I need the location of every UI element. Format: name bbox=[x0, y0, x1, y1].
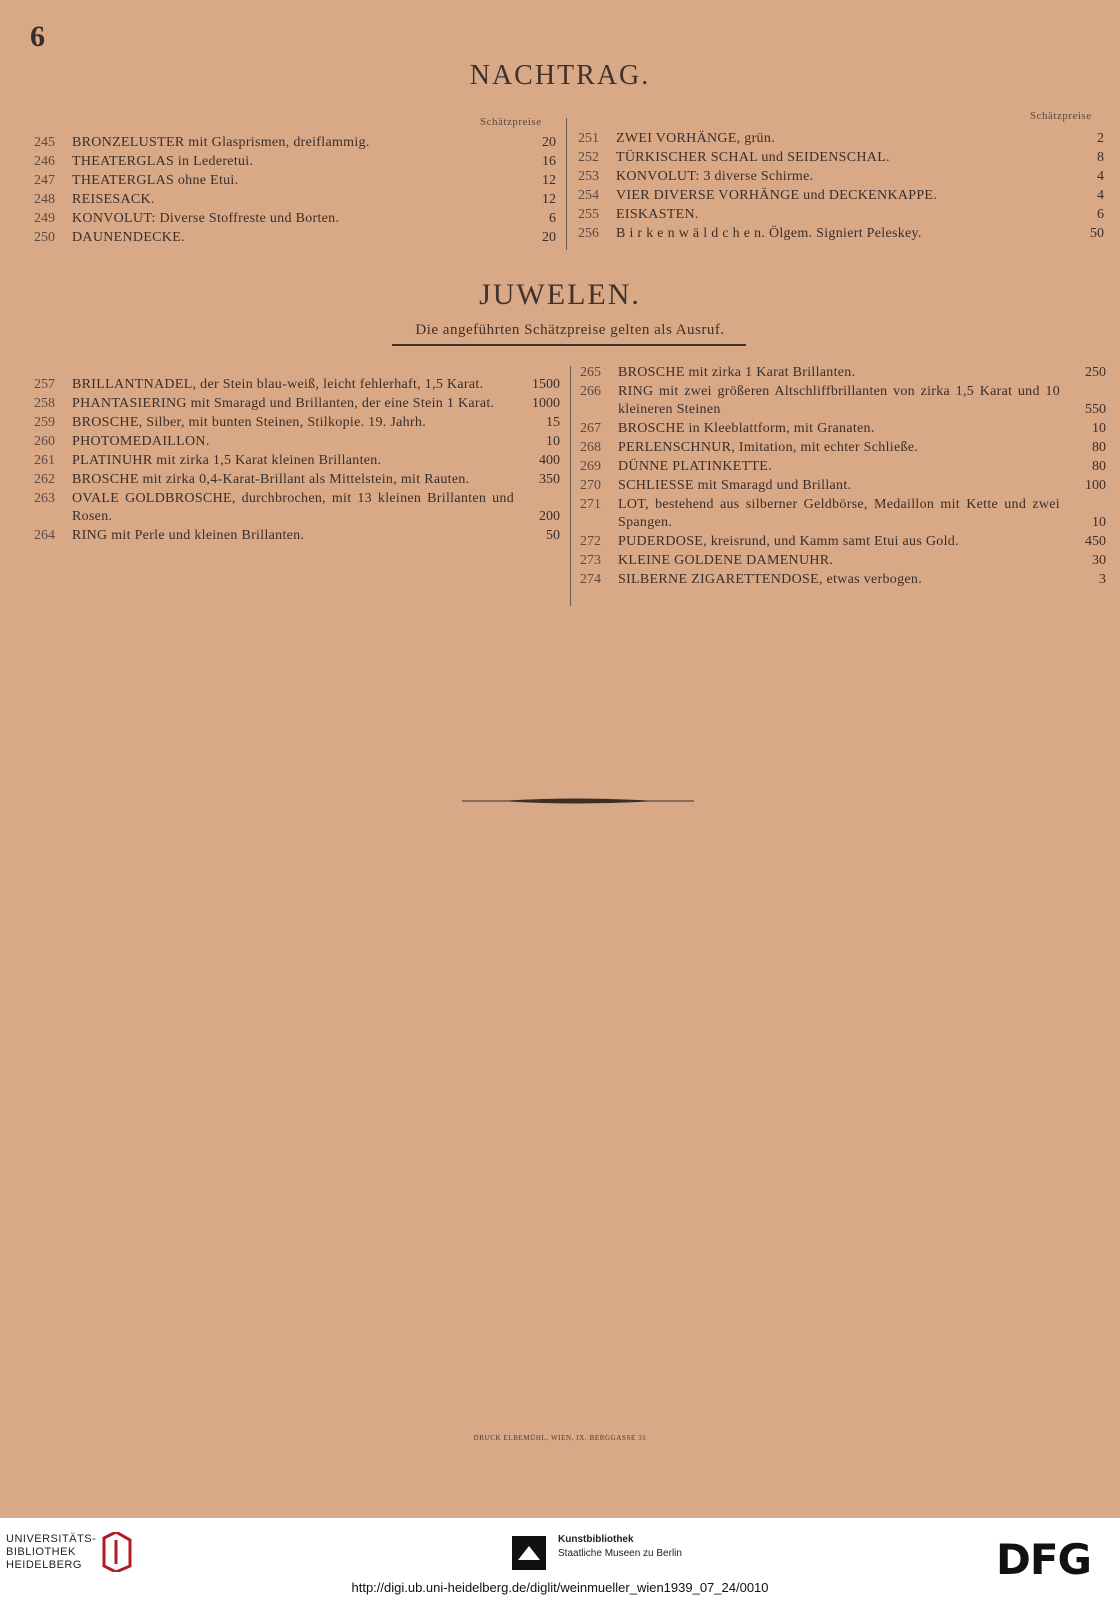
catalog-entry bbox=[578, 168, 1104, 186]
catalog-entry bbox=[34, 229, 556, 247]
entry-price: 50 bbox=[546, 528, 560, 543]
catalog-entry bbox=[580, 477, 1106, 495]
entry-description: PLATINUHR mit zirka 1,5 Karat kleinen Brillanten. bbox=[72, 453, 382, 468]
catalog-entry bbox=[580, 364, 1106, 382]
uni-heidelberg-mark-icon bbox=[100, 1532, 134, 1572]
catalog-entry bbox=[34, 395, 560, 413]
entry-description: THEATERGLAS in Lederetui. bbox=[72, 154, 254, 169]
entry-price: 10 bbox=[1092, 421, 1106, 436]
catalog-entry bbox=[34, 376, 560, 394]
entry-description: PERLENSCHNUR, Imitation, mit echter Schließe. bbox=[618, 440, 919, 455]
entry-price: 50 bbox=[1090, 226, 1104, 241]
entry-number: 253 bbox=[578, 169, 599, 184]
section-title-juwelen: JUWELEN. bbox=[479, 278, 641, 311]
catalog-entry bbox=[34, 433, 560, 451]
catalog-entry bbox=[34, 191, 556, 209]
section-title-nachtrag: NACHTRAG. bbox=[469, 60, 651, 91]
price-header-right: Schätzpreise bbox=[1030, 110, 1092, 122]
entry-price: 550 bbox=[1085, 402, 1106, 417]
entry-price: 4 bbox=[1097, 188, 1104, 203]
entry-price: 1500 bbox=[532, 377, 560, 392]
page-number: 6 bbox=[30, 20, 45, 53]
entry-number: 268 bbox=[580, 440, 601, 455]
entry-description: SCHLIESSE mit Smaragd und Brillant. bbox=[618, 478, 852, 493]
entry-description: ZWEI VORHÄNGE, grün. bbox=[616, 131, 775, 146]
catalog-entry bbox=[580, 552, 1106, 570]
entry-description: KONVOLUT: 3 diverse Schirme. bbox=[616, 169, 814, 184]
uni-logo-line3: HEIDELBERG bbox=[6, 1559, 82, 1571]
entry-number: 258 bbox=[34, 396, 55, 411]
entry-description: RING mit zwei größeren Altschliffbrillanten von zirka 1,5 Karat und 10 kleineren Steinen bbox=[618, 384, 1060, 417]
catalog-entry bbox=[34, 471, 560, 489]
entry-number: 272 bbox=[580, 534, 601, 549]
juwelen-note-underline bbox=[392, 344, 746, 346]
entry-number: 256 bbox=[578, 226, 599, 241]
entry-number: 270 bbox=[580, 478, 601, 493]
entry-number: 248 bbox=[34, 192, 55, 207]
catalog-entry bbox=[580, 420, 1106, 438]
entry-description: LOT, bestehend aus silberner Geldbörse, Medaillon mit Kette und zwei Spangen. bbox=[618, 497, 1060, 530]
entry-description: BRILLANTNADEL, der Stein blau-weiß, leicht fehlerhaft, 1,5 Karat. bbox=[72, 377, 484, 392]
entry-number: 265 bbox=[580, 365, 601, 380]
catalog-entry bbox=[578, 225, 1104, 243]
entry-price: 450 bbox=[1085, 534, 1106, 549]
entry-number: 261 bbox=[34, 453, 55, 468]
nachtrag-right-list bbox=[578, 130, 1104, 244]
catalog-entry bbox=[578, 206, 1104, 224]
ornament-divider bbox=[460, 796, 696, 806]
catalog-entry bbox=[34, 527, 560, 545]
catalog-entry bbox=[34, 452, 560, 470]
catalog-entry bbox=[34, 172, 556, 190]
column-divider-juwelen bbox=[570, 366, 571, 606]
entry-number: 260 bbox=[34, 434, 55, 449]
entry-description: B i r k e n w ä l d c h e n. Ölgem. Signiert Peleskey. bbox=[616, 226, 922, 241]
catalog-entry bbox=[580, 571, 1106, 589]
entry-description: KLEINE GOLDENE DAMENUHR. bbox=[618, 553, 834, 568]
entry-price: 250 bbox=[1085, 365, 1106, 380]
entry-description: THEATERGLAS ohne Etui. bbox=[72, 173, 239, 188]
entry-number: 271 bbox=[580, 497, 601, 512]
catalog-entry bbox=[578, 187, 1104, 205]
entry-price: 80 bbox=[1092, 440, 1106, 455]
entry-price: 200 bbox=[539, 509, 560, 524]
entry-description: DÜNNE PLATINKETTE. bbox=[618, 459, 772, 474]
kb-name: Kunstbibliothek bbox=[558, 1534, 634, 1545]
entry-number: 264 bbox=[34, 528, 55, 543]
entry-description: BROSCHE in Kleeblattform, mit Granaten. bbox=[618, 421, 875, 436]
kunstbibliothek-logo-icon bbox=[512, 1536, 546, 1570]
entry-number: 250 bbox=[34, 230, 55, 245]
catalog-entry bbox=[34, 490, 560, 526]
juwelen-left-list bbox=[34, 376, 560, 546]
entry-description: BROSCHE, Silber, mit bunten Steinen, Stilkopie. 19. Jahrh. bbox=[72, 415, 427, 430]
catalog-entry bbox=[34, 134, 556, 152]
uni-logo-line2: BIBLIOTHEK bbox=[6, 1546, 76, 1558]
juwelen-right-list bbox=[580, 364, 1106, 590]
printer-imprint: DRUCK ELBEMÜHL, WIEN, IX. BERGGASSE 31 bbox=[473, 1434, 647, 1442]
entry-number: 252 bbox=[578, 150, 599, 165]
entry-number: 247 bbox=[34, 173, 55, 188]
kb-sub: Staatliche Museen zu Berlin bbox=[558, 1548, 682, 1559]
entry-number: 269 bbox=[580, 459, 601, 474]
entry-description: SILBERNE ZIGARETTENDOSE, etwas verbogen. bbox=[618, 572, 923, 587]
dfg-logo[interactable]: DFG bbox=[996, 1535, 1092, 1584]
catalog-entry bbox=[578, 130, 1104, 148]
nachtrag-left-list bbox=[34, 134, 556, 248]
entry-price: 6 bbox=[549, 211, 556, 226]
uni-heidelberg-logo[interactable] bbox=[6, 1533, 96, 1572]
catalog-entry bbox=[580, 383, 1106, 419]
catalog-entry bbox=[580, 496, 1106, 532]
entry-price: 100 bbox=[1085, 478, 1106, 493]
column-divider-nachtrag bbox=[566, 118, 567, 250]
entry-description: PHOTOMEDAILLON. bbox=[72, 434, 210, 449]
entry-number: 274 bbox=[580, 572, 601, 587]
entry-number: 255 bbox=[578, 207, 599, 222]
entry-description: PUDERDOSE, kreisrund, und Kamm samt Etui aus Gold. bbox=[618, 534, 959, 549]
entry-price: 16 bbox=[542, 154, 556, 169]
entry-description: BROSCHE mit zirka 1 Karat Brillanten. bbox=[618, 365, 856, 380]
entry-number: 262 bbox=[34, 472, 55, 487]
entry-number: 267 bbox=[580, 421, 601, 436]
entry-description: PHANTASIERING mit Smaragd und Brillanten, der eine Stein 1 Karat. bbox=[72, 396, 495, 411]
entry-price: 8 bbox=[1097, 150, 1104, 165]
entry-price: 2 bbox=[1097, 131, 1104, 146]
entry-number: 245 bbox=[34, 135, 55, 150]
entry-description: REISESACK. bbox=[72, 192, 155, 207]
entry-price: 350 bbox=[539, 472, 560, 487]
entry-number: 259 bbox=[34, 415, 55, 430]
entry-number: 254 bbox=[578, 188, 599, 203]
catalog-entry bbox=[34, 210, 556, 228]
entry-price: 15 bbox=[546, 415, 560, 430]
entry-description: DAUNENDECKE. bbox=[72, 230, 185, 245]
kunstbibliothek-label[interactable] bbox=[558, 1533, 682, 1561]
entry-description: TÜRKISCHER SCHAL und SEIDENSCHAL. bbox=[616, 150, 890, 165]
entry-number: 246 bbox=[34, 154, 55, 169]
entry-description: BROSCHE mit zirka 0,4-Karat-Brillant als Mittelstein, mit Rauten. bbox=[72, 472, 470, 487]
catalog-entry bbox=[580, 533, 1106, 551]
entry-price: 6 bbox=[1097, 207, 1104, 222]
entry-price: 80 bbox=[1092, 459, 1106, 474]
entry-price: 12 bbox=[542, 192, 556, 207]
source-url[interactable]: http://digi.ub.uni-heidelberg.de/diglit/weinmueller_wien1939_07_24/0010 bbox=[351, 1580, 769, 1595]
entry-number: 266 bbox=[580, 384, 601, 399]
entry-price: 20 bbox=[542, 230, 556, 245]
entry-description: KONVOLUT: Diverse Stoffreste und Borten. bbox=[72, 211, 340, 226]
entry-price: 30 bbox=[1092, 553, 1106, 568]
catalog-entry bbox=[34, 414, 560, 432]
entry-description: VIER DIVERSE VORHÄNGE und DECKENKAPPE. bbox=[616, 188, 938, 203]
entry-price: 400 bbox=[539, 453, 560, 468]
entry-number: 273 bbox=[580, 553, 601, 568]
entry-price: 10 bbox=[1092, 515, 1106, 530]
entry-price: 12 bbox=[542, 173, 556, 188]
catalog-entry bbox=[580, 458, 1106, 476]
entry-number: 257 bbox=[34, 377, 55, 392]
entry-price: 4 bbox=[1097, 169, 1104, 184]
entry-price: 1000 bbox=[532, 396, 560, 411]
entry-price: 3 bbox=[1099, 572, 1106, 587]
uni-logo-line1: UNIVERSITÄTS- bbox=[6, 1533, 97, 1545]
entry-description: EISKASTEN. bbox=[616, 207, 699, 222]
catalog-entry bbox=[578, 149, 1104, 167]
catalog-entry bbox=[34, 153, 556, 171]
entry-description: RING mit Perle und kleinen Brillanten. bbox=[72, 528, 305, 543]
entry-price: 20 bbox=[542, 135, 556, 150]
entry-description: OVALE GOLDBROSCHE, durchbrochen, mit 13 kleinen Brillanten und Rosen. bbox=[72, 491, 514, 524]
entry-number: 251 bbox=[578, 131, 599, 146]
entry-number: 263 bbox=[34, 491, 55, 506]
entry-number: 249 bbox=[34, 211, 55, 226]
price-header-left: Schätzpreise bbox=[480, 116, 542, 128]
entry-price: 10 bbox=[546, 434, 560, 449]
catalog-entry bbox=[580, 439, 1106, 457]
entry-description: BRONZELUSTER mit Glasprismen, dreiflammig. bbox=[72, 135, 370, 150]
juwelen-note: Die angeführten Schätzpreise gelten als Ausruf. bbox=[415, 322, 725, 338]
